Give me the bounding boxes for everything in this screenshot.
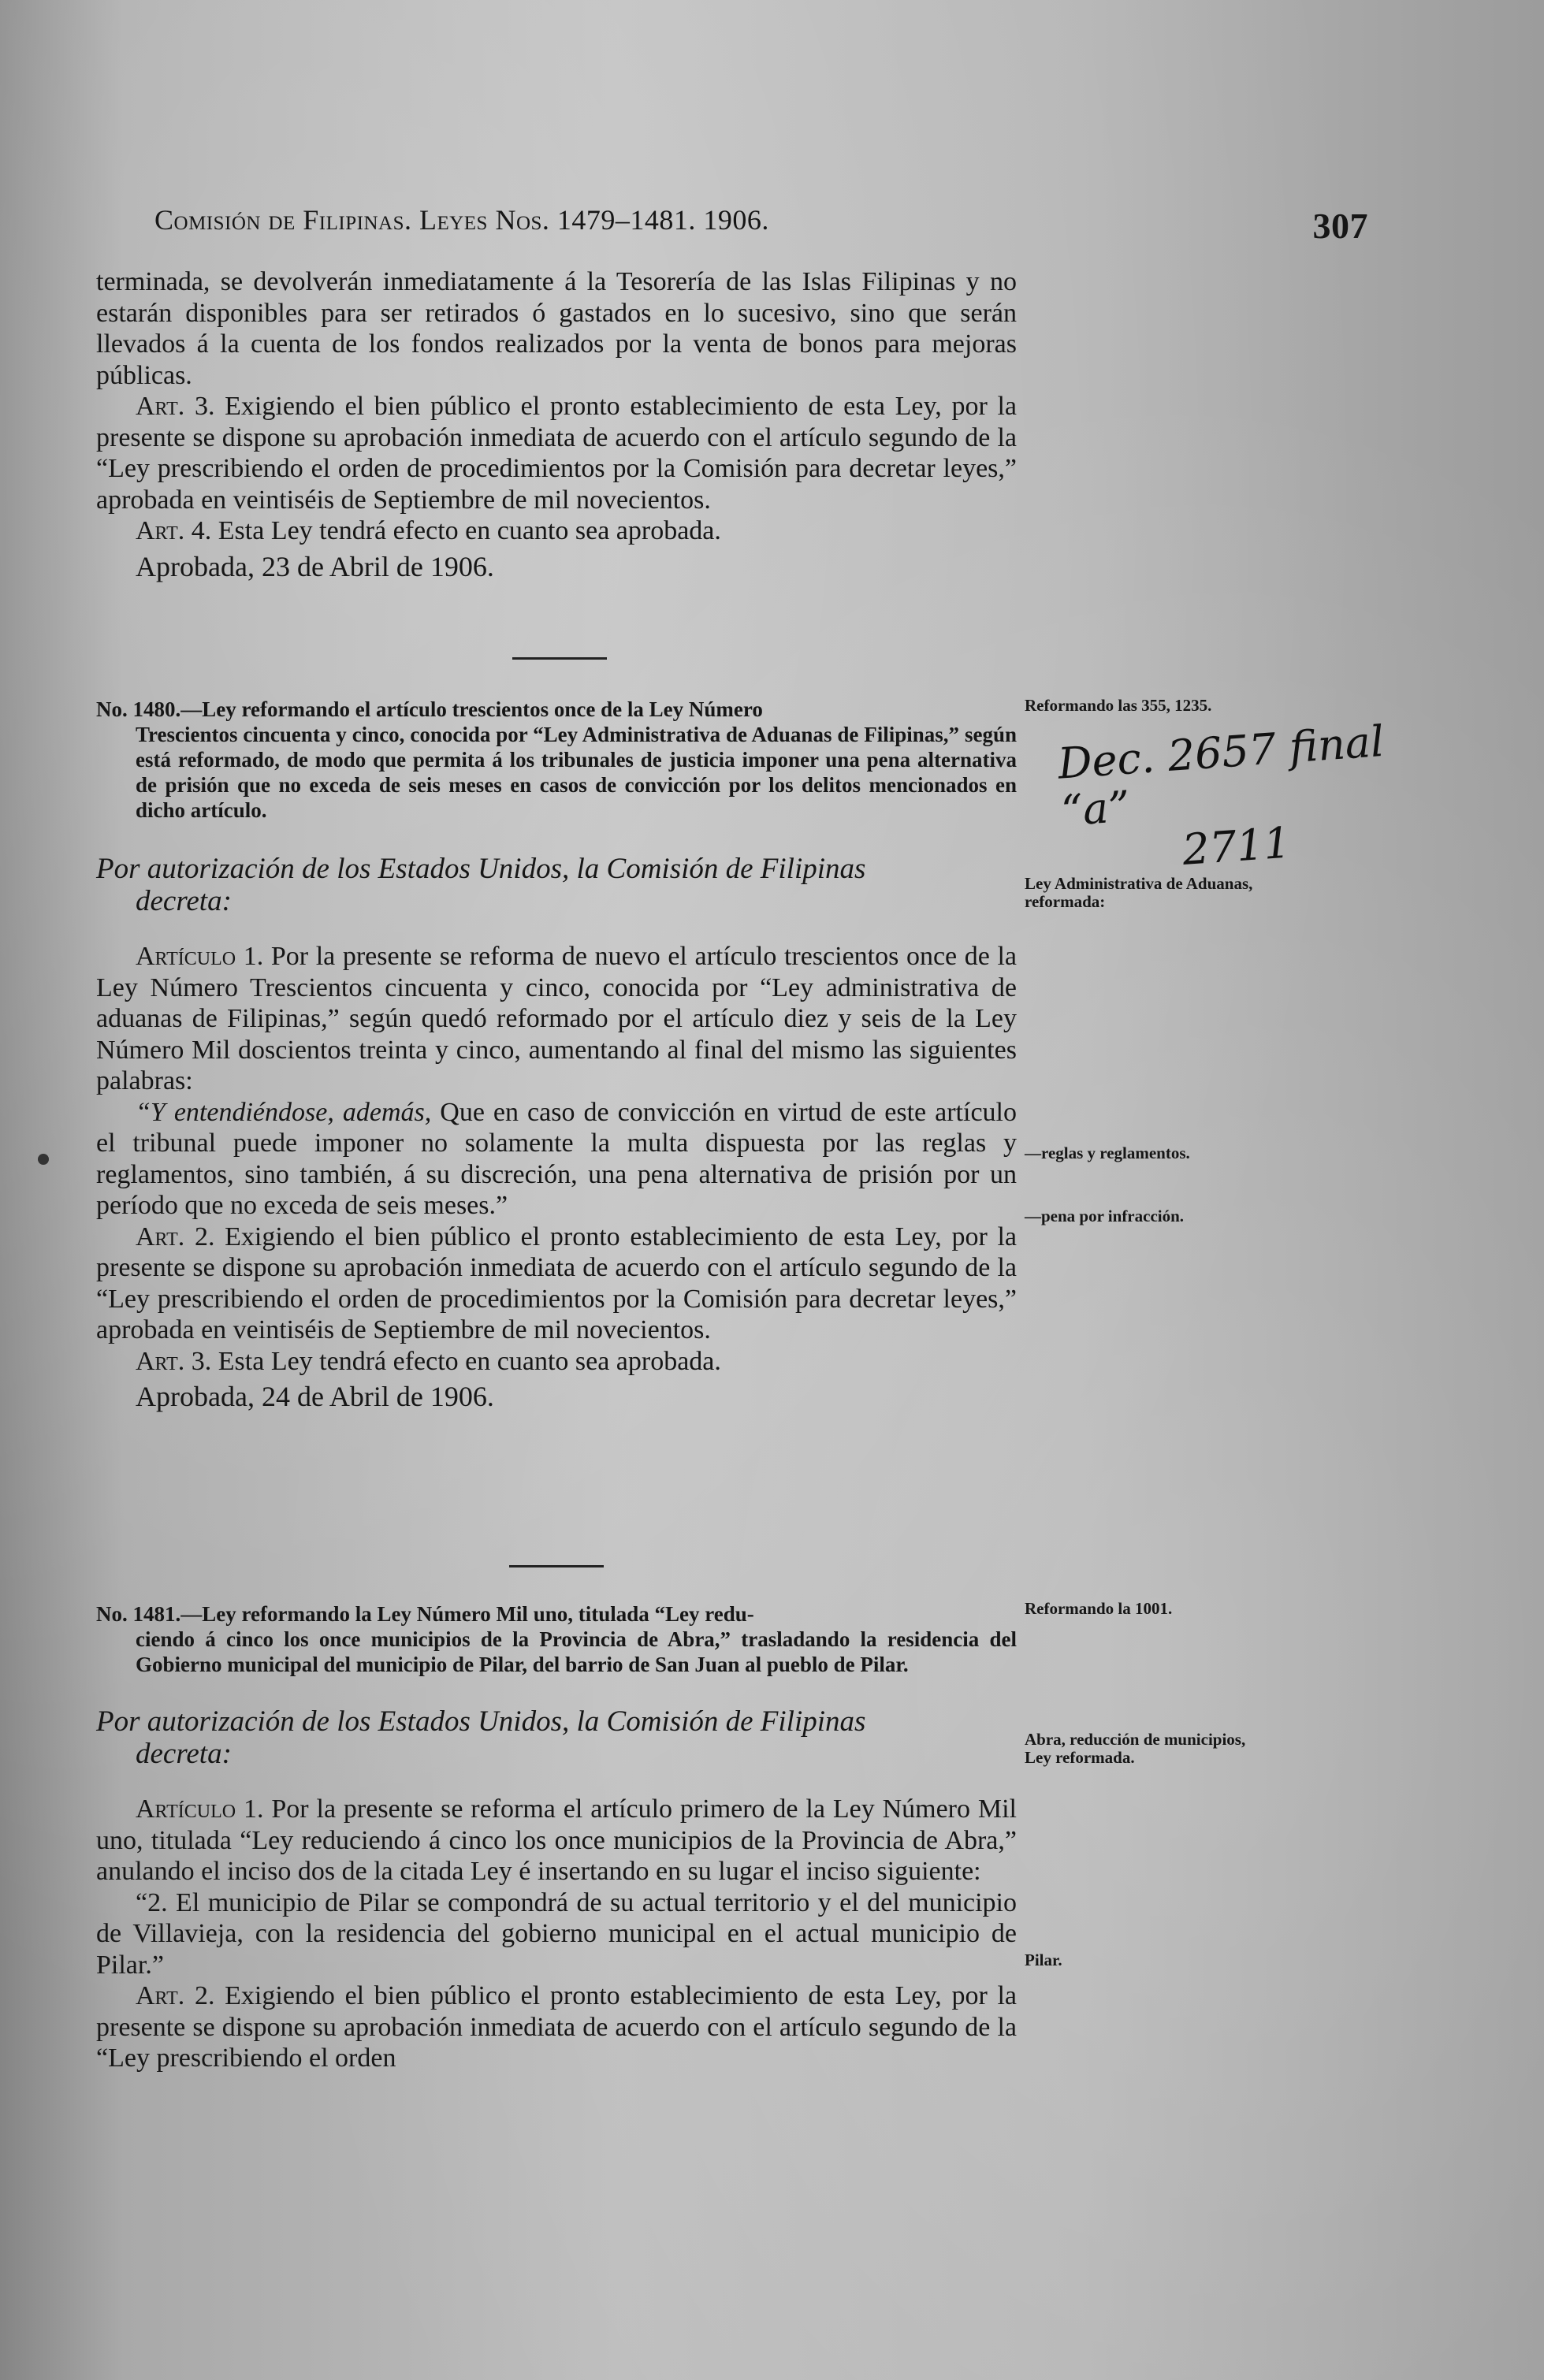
article-3 (96, 1346, 1017, 1378)
enacting-clause-line2: decreta: (136, 885, 232, 917)
act-heading-line1: —Ley reformando el artículo trescientos once de la Ley Número (180, 697, 763, 721)
proviso-text: Que en caso de convicción en virtud de este artículo el tribunal puede imponer no solamente la multa dispuesta por las reglas y reglamentos, sino también, á su discreción, una pena alternativa de prisión por un período que no exceda de seis meses.” (96, 1097, 1017, 1220)
paragraph: terminada, se devolverán inmediatamente á la Tesorería de las Islas Filipinas y no estarán disponibles para ser retirados ó gastados en lo sucesivo, sino que serán llevados á la cuenta de los fondos realizados por la venta de bonos para mejoras públicas. (96, 267, 1017, 390)
enacting-clause-line1: Por autorización de los Estados Unidos, la Comisión de Filipinas (96, 853, 866, 885)
article-text: Esta Ley tendrá efecto en cuanto sea aprobada. (218, 516, 721, 545)
margin-note: Pilar. (1025, 1950, 1062, 1969)
article-text: Esta Ley tendrá efecto en cuanto sea aprobada. (218, 1346, 721, 1376)
article-2 (96, 1980, 1017, 2074)
article-label: Artículo 1. (136, 942, 264, 971)
section-divider (512, 657, 607, 660)
margin-dot (38, 1154, 49, 1165)
act-1479-tail (96, 266, 1017, 583)
act-heading-line1: —Ley reformando la Ley Número Mil uno, titulada “Ley redu- (180, 1602, 754, 1626)
section-divider (509, 1565, 604, 1567)
article-text: Exigiendo el bien público el pronto establecimiento de esta Ley, por la presente se dispone su aprobación inmediata de acuerdo con el artículo segundo de la “Ley prescribiendo el orden (96, 1981, 1018, 2073)
margin-note: Reformando las 355, 1235. (1025, 696, 1212, 715)
page-number: 307 (1312, 206, 1368, 246)
article-label: Art. 2. (136, 1222, 215, 1251)
handwriting-line2: 2711 (1181, 817, 1293, 875)
margin-note: Abra, reducción de municipios, Ley reformada. (1025, 1730, 1246, 1767)
approval-date: Aprobada, 24 de Abril de 1906. (136, 1381, 494, 1412)
act-heading-rest: ciendo á cinco los once municipios de la Provincia de Abra,” trasladando la residencia del Gobierno municipal del municipio de Pilar, del barrio de San Juan al pueblo de Pilar. (136, 1627, 1017, 1676)
margin-note: —reglas y reglamentos. (1025, 1144, 1190, 1162)
margin-note: —pena por infracción. (1025, 1207, 1185, 1225)
act-heading (96, 1601, 1017, 1677)
handwritten-annotation (1056, 718, 1397, 883)
enacting-clause-line1: Por autorización de los Estados Unidos, la Comisión de Filipinas (96, 1705, 866, 1738)
article-1 (96, 1794, 1017, 1887)
act-heading-rest: Trescientos cincuenta y cinco, conocida por “Ley Administrativa de Aduanas de Filipinas,” según está reformado, de modo que permita á los tribunales de justicia imponer una pena alternativa de prisión que no exceda de seis meses en casos de convicción por los delitos mencionados en dicho artículo. (136, 723, 1017, 822)
enacting-clause-line2: decreta: (136, 1738, 232, 1770)
margin-note: Reformando la 1001. (1025, 1599, 1173, 1618)
article-text: Por la presente se reforma el artículo primero de la Ley Número Mil uno, titulada “Ley reduciendo á cinco los once municipios de la Provincia de Abra,” anulando el inciso dos de la citada Ley é insertando en su lugar el inciso siguiente: (96, 1794, 1018, 1886)
proviso-lead: “Y entendiéndose, además, (136, 1097, 432, 1127)
article-1 (96, 941, 1017, 1097)
enacting-clause (96, 1705, 1017, 1770)
handwriting-line1: Dec. 2657 final “a” (1056, 716, 1386, 836)
running-head-title: Comisión de Filipinas. Leyes Nos. 1479–1481. 1906. (154, 204, 769, 236)
act-1481 (96, 1601, 1017, 2074)
article-label: Art. 2. (136, 1981, 215, 2010)
act-number: No. 1480. (96, 697, 181, 721)
article-label: Art. 4. (136, 516, 212, 545)
act-heading (96, 697, 1017, 823)
margin-note: Ley Administrativa de Aduanas, reformada: (1025, 874, 1253, 911)
article-3 (96, 391, 1017, 515)
act-number: No. 1481. (96, 1602, 181, 1626)
article-label: Art. 3. (136, 392, 215, 421)
article-text: Exigiendo el bien público el pronto establecimiento de esta Ley, por la presente se dispone su aprobación inmediata de acuerdo con el artículo segundo de la “Ley prescribiendo el orden de procedimientos por la Comisión para decretar leyes,” aprobada en veintiséis de Septiembre de mil novecientos. (96, 1222, 1018, 1344)
quoted-clause: “2. El municipio de Pilar se compondrá de su actual territorio y el del municipio de Villavieja, con la residencia del gobierno municipal en el actual municipio de Pilar.” (96, 1887, 1017, 1980)
article-text: Exigiendo el bien público el pronto establecimiento de esta Ley, por la presente se dispone su aprobación inmediata de acuerdo con el artículo segundo de la “Ley prescribiendo el orden de procedimientos por la Comisión para decretar leyes,” aprobada en veintiséis de Septiembre de mil novecientos. (96, 392, 1018, 515)
article-4 (96, 515, 1017, 547)
article-text: Por la presente se reforma de nuevo el artículo trescientos once de la Ley Número Trescientos cincuenta y cinco, conocida por “Ley administrativa de aduanas de Filipinas,” según quedó reformado por el artículo diez y seis de la Ley Número Mil doscientos treinta y cinco, aumentando al final del mismo las siguientes palabras: (96, 942, 1018, 1095)
quoted-proviso (96, 1097, 1017, 1222)
act-1480 (96, 697, 1017, 1413)
approval-date: Aprobada, 23 de Abril de 1906. (136, 550, 494, 582)
article-2 (96, 1222, 1017, 1346)
enacting-clause (96, 853, 1017, 917)
article-label: Artículo 1. (136, 1794, 264, 1824)
running-head (154, 203, 1368, 251)
article-label: Art. 3. (136, 1346, 212, 1376)
